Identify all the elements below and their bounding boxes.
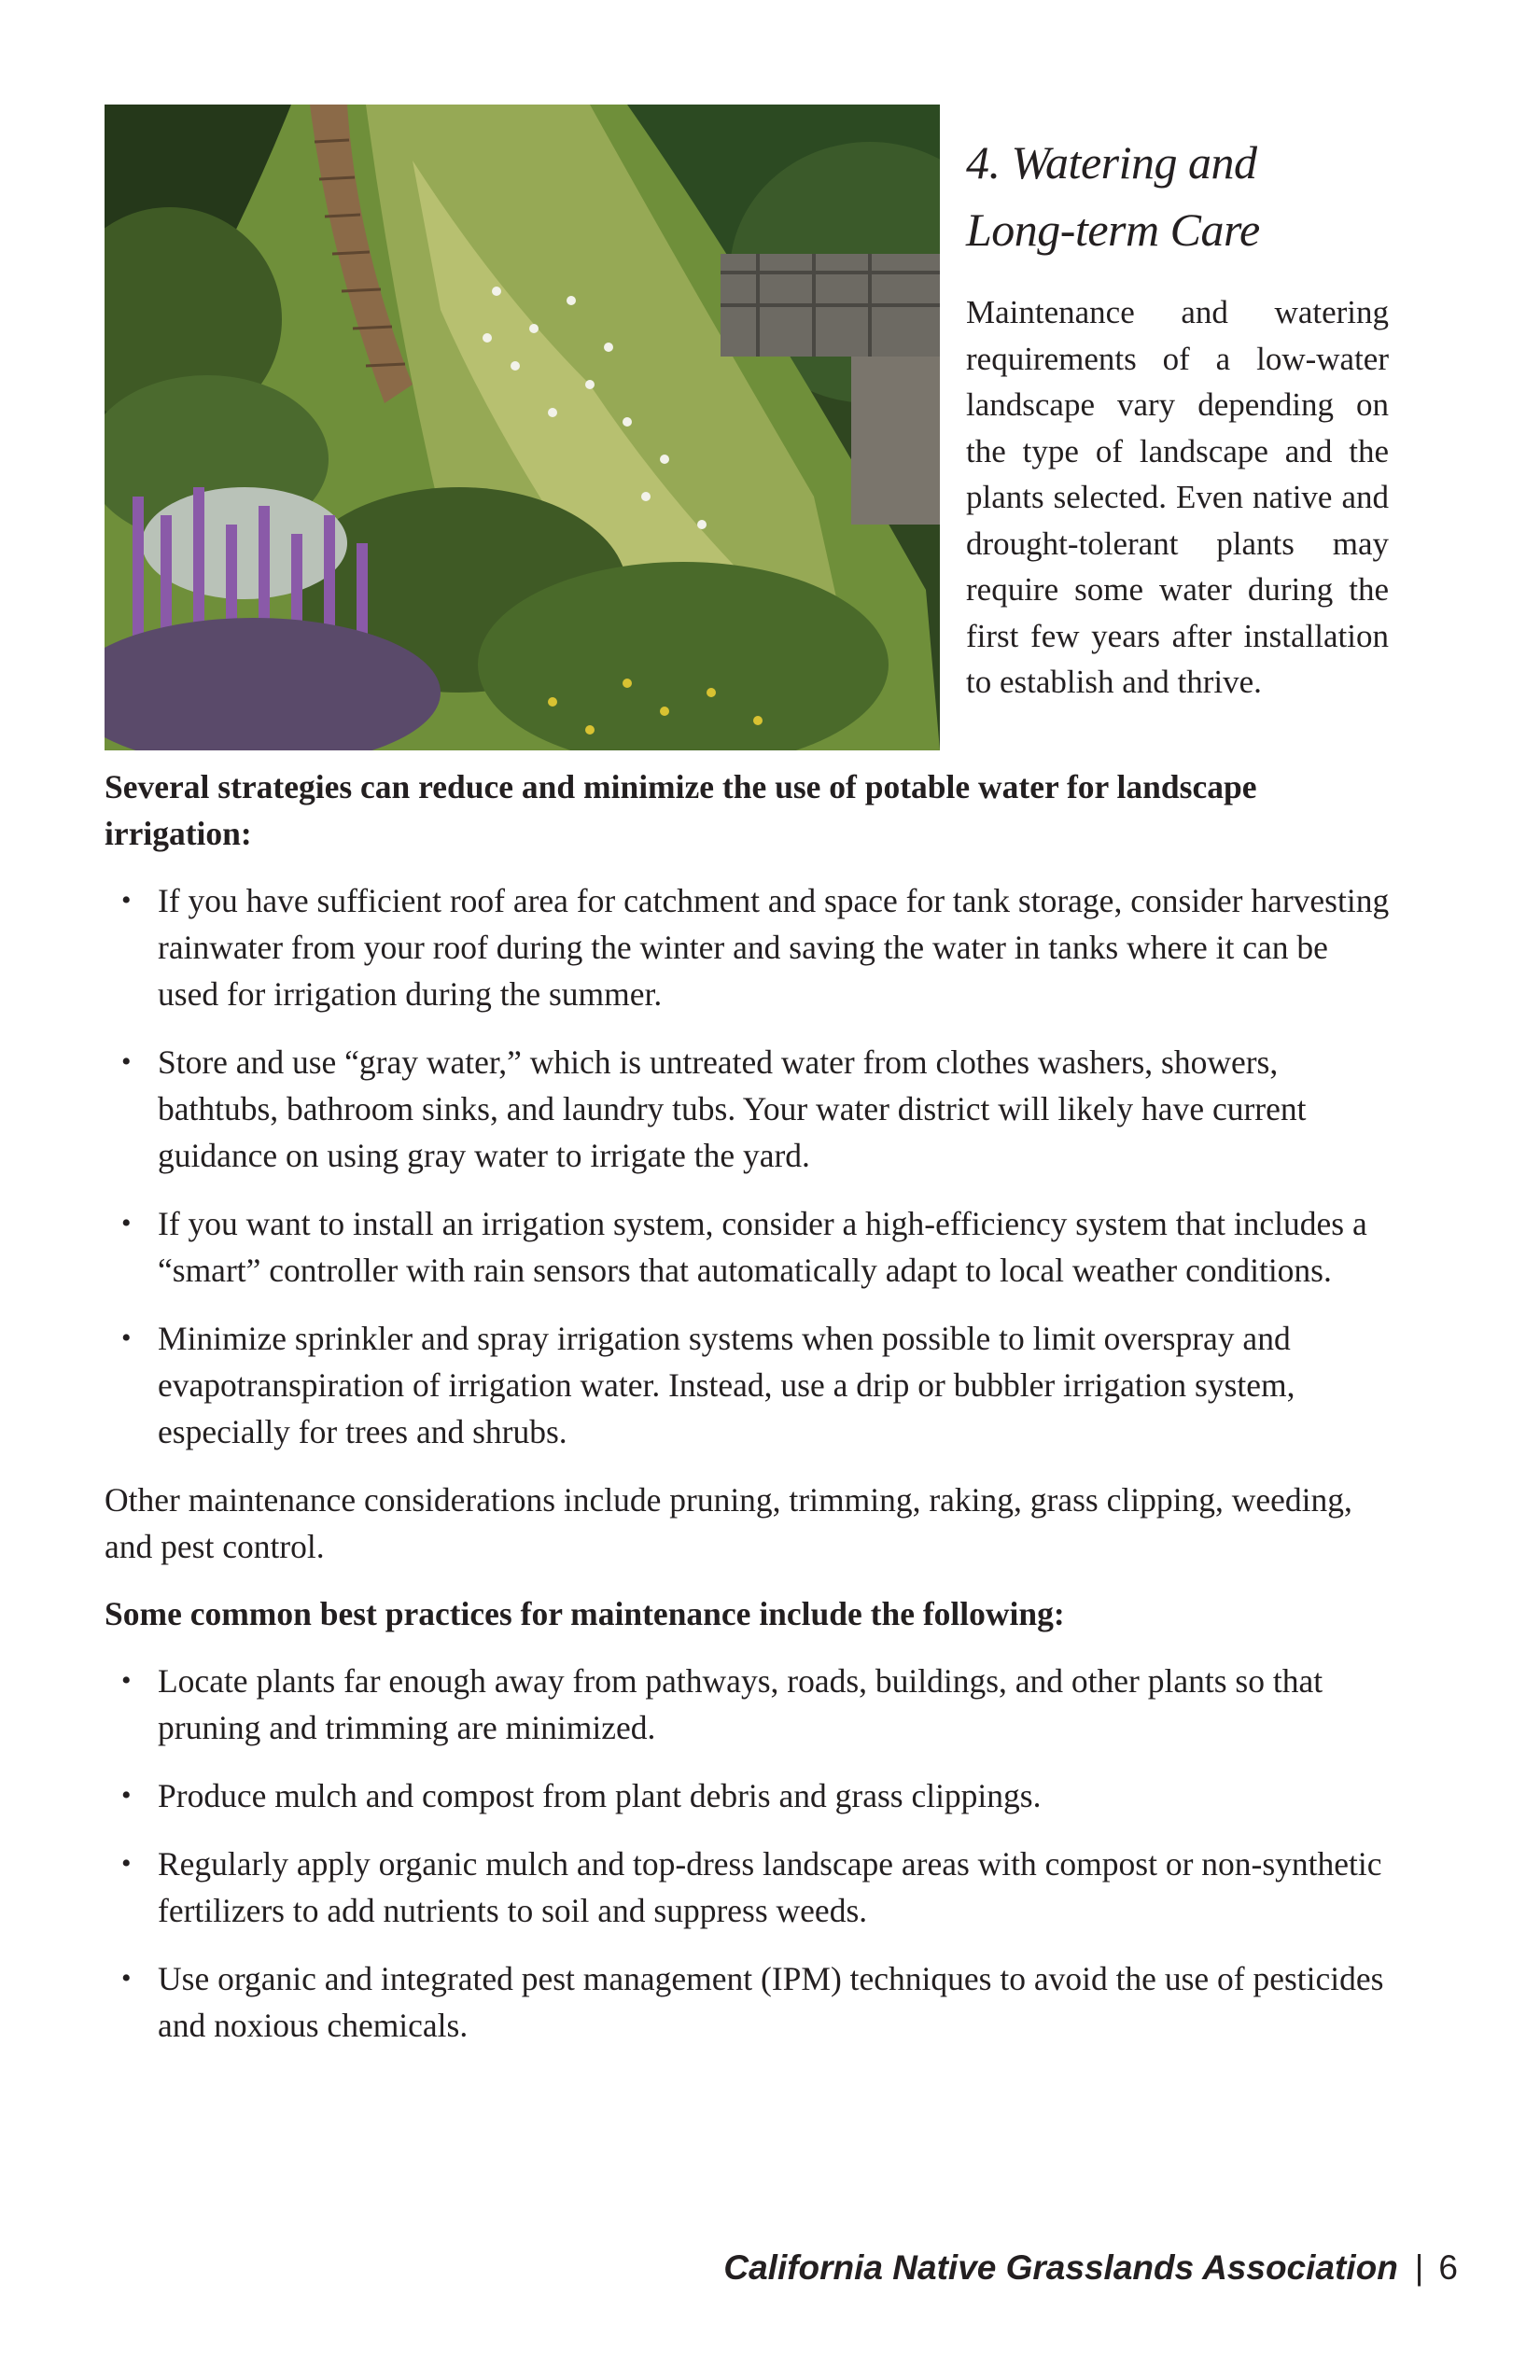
- list-item-text: Locate plants far enough away from pathways, roads, buildings, and other plants so that pruning and trimming are minimized.: [158, 1662, 1323, 1746]
- strategies-list: [105, 877, 1393, 1455]
- list-item-text: Regularly apply organic mulch and top-dress landscape areas with compost or non-synthetic fertilizers to add nutrients to soil and suppress weeds.: [158, 1845, 1382, 1929]
- bullet-icon: •: [121, 1780, 132, 1811]
- page-footer: [723, 2245, 1458, 2291]
- list-item: [105, 877, 1393, 1017]
- bullet-icon: •: [121, 1848, 132, 1879]
- organization-name: California Native Grasslands Association: [723, 2248, 1398, 2287]
- bullet-icon: •: [121, 885, 132, 916]
- list-item-text: Produce mulch and compost from plant debris and grass clippings.: [158, 1777, 1042, 1814]
- section-sidebar: [966, 129, 1389, 706]
- list-item-text: If you want to install an irrigation system, consider a high-efficiency system that includes a “smart” controller with rain sensors that automatically adapt to local weather conditions.: [158, 1205, 1367, 1289]
- bullet-icon: •: [121, 1665, 132, 1696]
- footer-separator: |: [1414, 2248, 1424, 2287]
- section-intro: Maintenance and watering requirements of a low-water landscape vary depending on the type of landscape and the plants selected. Even native and drought-tolerant plants may require some water during the first few years after installation to establish and thrive.: [966, 294, 1389, 700]
- bullet-icon: •: [121, 1046, 132, 1077]
- hillside-garden-photo: [105, 105, 940, 750]
- bullet-icon: •: [121, 1963, 132, 1994]
- list-item-text: Minimize sprinkler and spray irrigation systems when possible to limit overspray and evapotranspiration of irrigation water. Instead, use a drip or bubbler irrigation system, especially for trees and shrubs.: [158, 1320, 1295, 1450]
- section-title-line1: 4. Watering and: [966, 136, 1257, 189]
- garden-illustration: [105, 105, 940, 750]
- strategies-lead: Several strategies can reduce and minimize the use of potable water for landscape irrigation:: [105, 768, 1257, 852]
- list-item: [105, 1315, 1393, 1455]
- practices-lead: Some common best practices for maintenance include the following:: [105, 1595, 1065, 1632]
- section-title-line2: Long-term Care: [966, 203, 1260, 256]
- other-considerations: Other maintenance considerations include pruning, trimming, raking, grass clipping, weeding, and pest control.: [105, 1481, 1352, 1565]
- bullet-icon: •: [121, 1323, 132, 1353]
- bullet-icon: •: [121, 1208, 132, 1239]
- list-item: [105, 1772, 1393, 1819]
- page-number: 6: [1438, 2248, 1458, 2287]
- list-item-text: Store and use “gray water,” which is untreated water from clothes washers, showers, bathtubs, bathroom sinks, and laundry tubs. Your water district will likely have current guidance on using gray water to irrigate the yard.: [158, 1043, 1307, 1174]
- list-item: [105, 1955, 1393, 2049]
- list-item: [105, 1039, 1393, 1179]
- list-item: [105, 1200, 1393, 1294]
- list-item-text: Use organic and integrated pest management (IPM) techniques to avoid the use of pesticides and noxious chemicals.: [158, 1960, 1384, 2044]
- practices-list: [105, 1658, 1393, 2049]
- main-content: [105, 763, 1393, 2070]
- section-title: [966, 129, 1389, 263]
- list-item: [105, 1658, 1393, 1751]
- list-item: [105, 1841, 1393, 1934]
- list-item-text: If you have sufficient roof area for catchment and space for tank storage, consider harvesting rainwater from your roof during the winter and saving the water in tanks where it can be used for irrigation during the summer.: [158, 882, 1390, 1013]
